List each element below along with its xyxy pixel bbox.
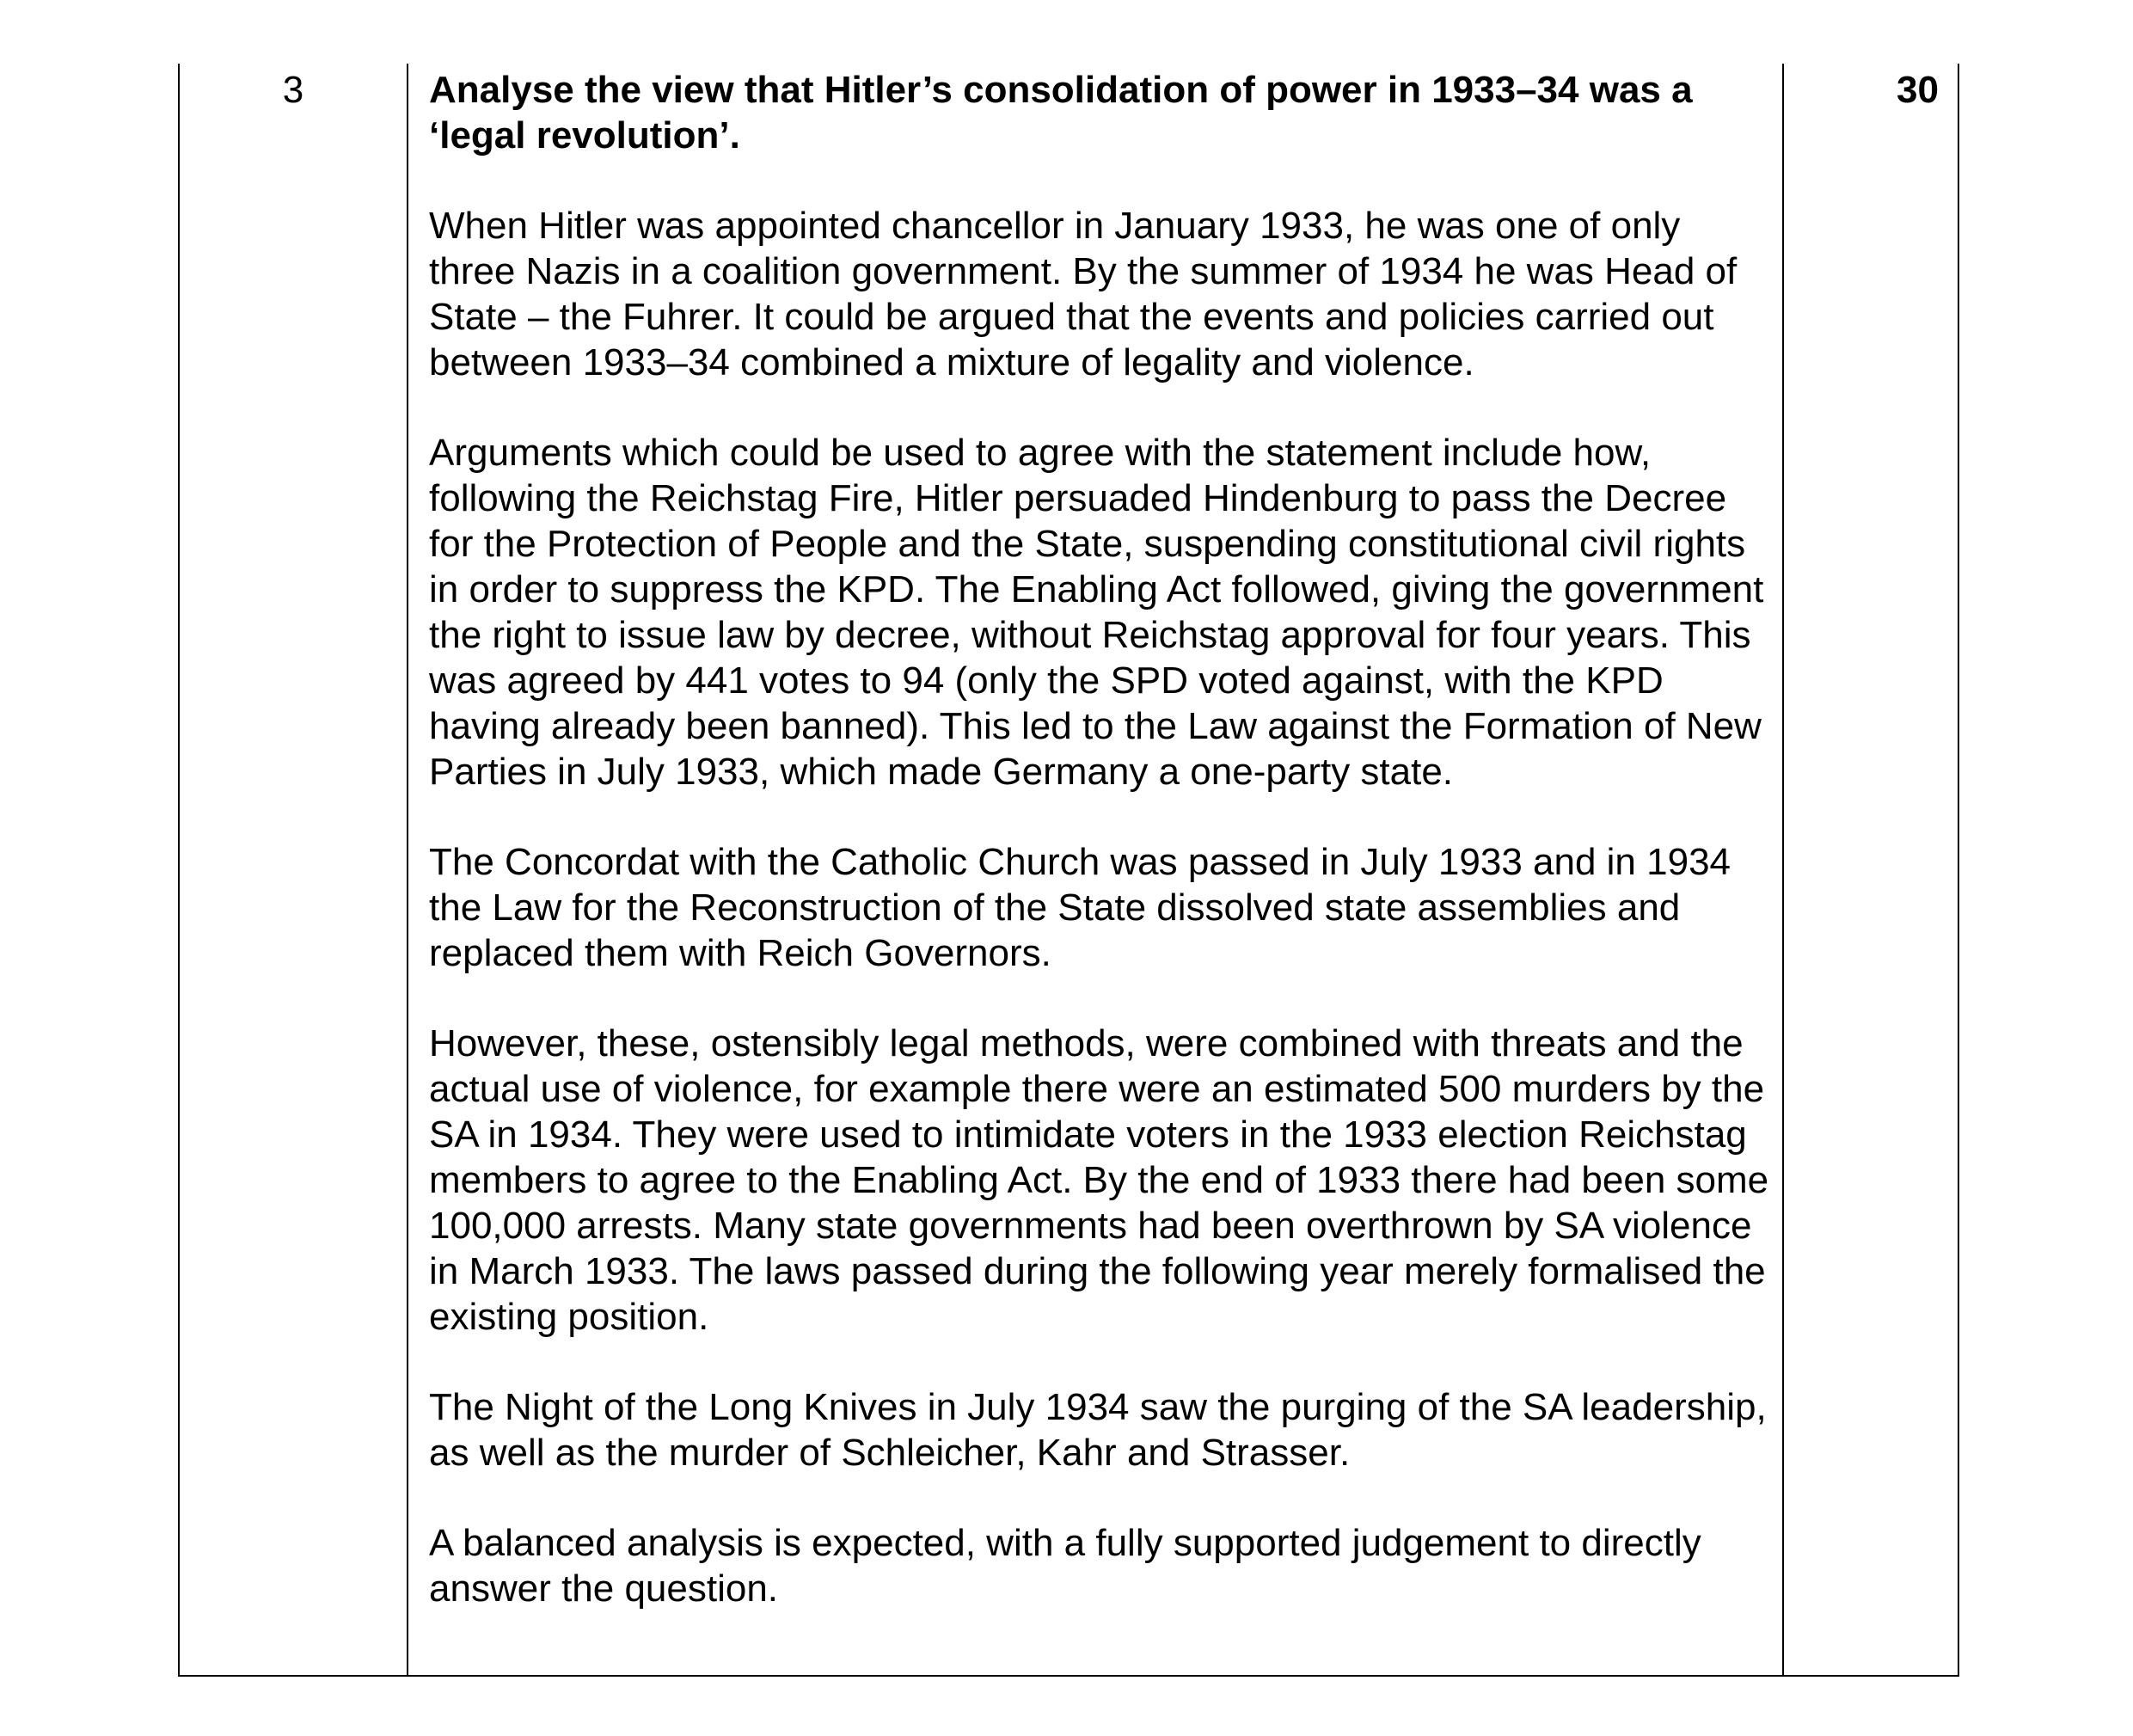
answer-paragraph-2: Arguments which could be used to agree with the statement include how, following the Reichstag Fire, Hitler persuaded Hindenburg to pass the Decree for the Protection of People and the State, suspending constitutional civil rights in order to suppress the KPD. The Enabling Act followed, giving the government the right to issue law by decree, without Reichstag approval for four years. This was agreed by 441 votes to 94 (only the SPD voted against, with the KPD having already been banned). This led to the Law against the Formation of New Parties in July 1933, which made Germany a one-party state. (429, 432, 1764, 793)
mark-scheme-table (178, 64, 1959, 1677)
question-number: 3 (282, 69, 304, 111)
column-divider-right (1782, 64, 1784, 1675)
question-text: Analyse the view that Hitler’s consolidation of power in 1933–34 was a ‘legal revolution’. (429, 69, 1693, 156)
answer-paragraph-4: However, these, ostensibly legal methods, were combined with threats and the actual use of violence, for example there were an estimated 500 murders by the SA in 1934. They were used to intimidate voters in the 1933 election Reichstag members to agree to the Enabling Act. By the end of 1933 there had been some 100,000 arrests. Many state governments had been overthrown by SA violence in March 1933. The laws passed during the following year merely formalised the existing position. (429, 1022, 1769, 1338)
answer-paragraph-1: When Hitler was appointed chancellor in January 1933, he was one of only three Nazis in a coalition government. By the summer of 1934 he was Head of State – the Fuhrer. It could be argued that the events and policies carried out between 1933–34 combined a mixture of legality and violence. (429, 205, 1738, 383)
answer-paragraph-6: A balanced analysis is expected, with a fully supported judgement to directly answer the question. (429, 1522, 1701, 1610)
answer-paragraph-5: The Night of the Long Knives in July 1934 saw the purging of the SA leadership, as well as the murder of Schleicher, Kahr and Strasser. (429, 1386, 1767, 1474)
column-divider-left (407, 64, 408, 1675)
answer-paragraph-3: The Concordat with the Catholic Church was passed in July 1933 and in 1934 the Law for the Reconstruction of the State dissolved state assemblies and replaced them with Reich Governors. (429, 841, 1732, 974)
marks-value: 30 (1897, 69, 1939, 111)
answer-column (429, 67, 1775, 1611)
